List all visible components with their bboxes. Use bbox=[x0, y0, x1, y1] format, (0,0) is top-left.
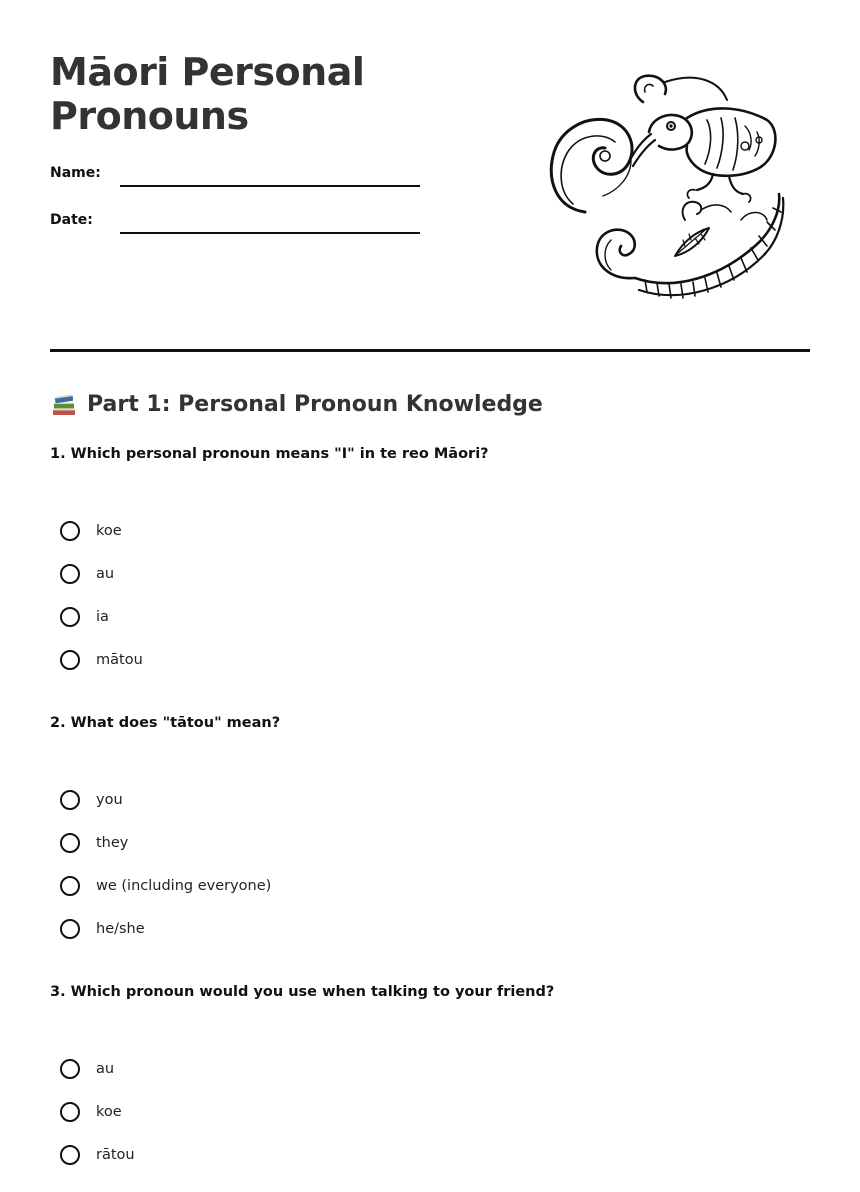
option-list bbox=[50, 509, 810, 681]
option-label: we (including everyone) bbox=[96, 877, 272, 894]
bird-illustration bbox=[545, 70, 785, 310]
books-icon bbox=[50, 390, 78, 418]
option-ia[interactable] bbox=[50, 595, 810, 638]
koru-spiral-small bbox=[597, 230, 635, 278]
radio-button[interactable] bbox=[60, 919, 80, 939]
name-input-line[interactable] bbox=[120, 185, 420, 187]
option-list bbox=[50, 1047, 810, 1176]
bird-head bbox=[649, 115, 692, 150]
option-we-including-everyone[interactable] bbox=[50, 864, 810, 907]
option-they[interactable] bbox=[50, 821, 810, 864]
date-input-line[interactable] bbox=[120, 232, 420, 234]
bird-body bbox=[687, 108, 776, 175]
question-1 bbox=[50, 444, 810, 697]
question-text: 3. Which pronoun would you use when talking to your friend? bbox=[50, 984, 555, 1000]
radio-button[interactable] bbox=[60, 876, 80, 896]
option-he-she[interactable] bbox=[50, 907, 810, 950]
option-you[interactable] bbox=[50, 778, 810, 821]
option-label: you bbox=[96, 791, 123, 808]
name-label: Name: bbox=[50, 165, 101, 181]
header-divider bbox=[50, 349, 810, 352]
radio-button[interactable] bbox=[60, 833, 80, 853]
option-au[interactable] bbox=[50, 1047, 810, 1090]
option-list bbox=[50, 778, 810, 950]
option-koe[interactable] bbox=[50, 509, 810, 552]
date-field bbox=[50, 212, 430, 236]
title-line-2: Pronouns bbox=[50, 94, 249, 138]
option-koe[interactable] bbox=[50, 1090, 810, 1133]
option-au[interactable] bbox=[50, 552, 810, 595]
option-label: ia bbox=[96, 608, 109, 625]
radio-button[interactable] bbox=[60, 521, 80, 541]
option-label: they bbox=[96, 834, 129, 851]
radio-button[interactable] bbox=[60, 1102, 80, 1122]
option-label: koe bbox=[96, 522, 122, 539]
name-field bbox=[50, 165, 430, 189]
question-2 bbox=[50, 713, 810, 966]
option-ratou[interactable] bbox=[50, 1133, 810, 1176]
radio-button[interactable] bbox=[60, 1145, 80, 1165]
option-label: au bbox=[96, 1060, 115, 1077]
page-title bbox=[50, 50, 364, 138]
option-label: rātou bbox=[96, 1146, 135, 1163]
radio-button[interactable] bbox=[60, 650, 80, 670]
option-label: koe bbox=[96, 1103, 122, 1120]
title-line-1: Māori Personal bbox=[50, 50, 365, 94]
option-label: mātou bbox=[96, 651, 143, 668]
koru-spiral-large bbox=[551, 119, 632, 212]
section-heading bbox=[50, 388, 543, 420]
radio-button[interactable] bbox=[60, 1059, 80, 1079]
section-title: Part 1: Personal Pronoun Knowledge bbox=[87, 391, 543, 417]
bird-legs bbox=[697, 174, 743, 194]
option-label: au bbox=[96, 565, 115, 582]
question-text: 2. What does "tātou" mean? bbox=[50, 715, 281, 731]
option-matou[interactable] bbox=[50, 638, 810, 681]
option-label: he/she bbox=[96, 920, 145, 937]
question-text: 1. Which personal pronoun means "I" in te reo Māori? bbox=[50, 446, 489, 462]
radio-button[interactable] bbox=[60, 607, 80, 627]
date-label: Date: bbox=[50, 212, 93, 228]
radio-button[interactable] bbox=[60, 564, 80, 584]
radio-button[interactable] bbox=[60, 790, 80, 810]
